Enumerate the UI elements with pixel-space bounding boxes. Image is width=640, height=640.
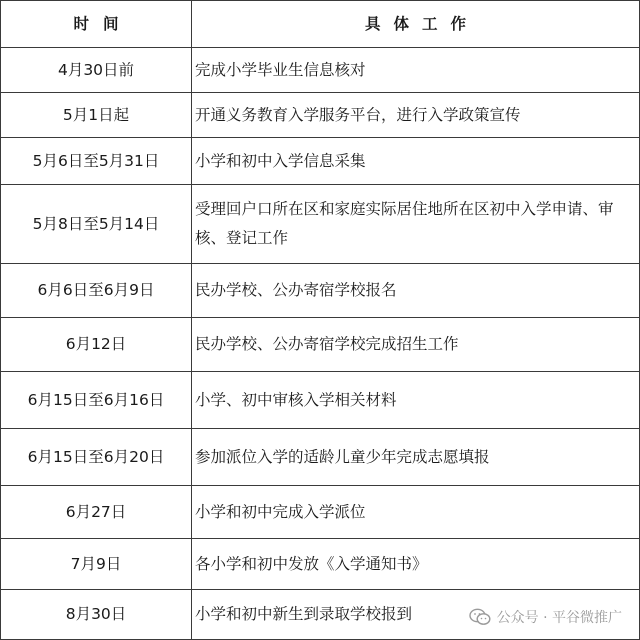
row-time: 8月30日	[1, 590, 192, 640]
header-work: 具体工作	[192, 1, 640, 48]
watermark	[465, 605, 626, 629]
row-time: 5月8日至5月14日	[1, 185, 192, 264]
row-time: 5月1日起	[1, 93, 192, 138]
row-work: 各小学和初中发放《入学通知书》	[192, 539, 640, 590]
row-work: 完成小学毕业生信息核对	[192, 48, 640, 93]
table-row	[1, 138, 640, 185]
row-time: 7月9日	[1, 539, 192, 590]
table-row	[1, 539, 640, 590]
header-time: 时间	[1, 1, 192, 48]
row-time: 6月15日至6月20日	[1, 429, 192, 486]
table-row	[1, 372, 640, 429]
row-time: 6月27日	[1, 486, 192, 539]
row-work: 参加派位入学的适龄儿童少年完成志愿填报	[192, 429, 640, 486]
table-row	[1, 318, 640, 372]
wechat-icon	[469, 608, 491, 626]
table-row	[1, 429, 640, 486]
watermark-text: 公众号 · 平谷微推广	[496, 610, 622, 626]
row-work: 小学、初中审核入学相关材料	[192, 372, 640, 429]
table-row	[1, 185, 640, 264]
row-time: 6月12日	[1, 318, 192, 372]
row-time: 5月6日至5月31日	[1, 138, 192, 185]
row-work: 小学和初中新生到录取学校报到	[192, 590, 640, 640]
row-work: 民办学校、公办寄宿学校完成招生工作	[192, 318, 640, 372]
row-work: 小学和初中入学信息采集	[192, 138, 640, 185]
row-time: 6月15日至6月16日	[1, 372, 192, 429]
row-work: 受理回户口所在区和家庭实际居住地所在区初中入学申请、审核、登记工作	[192, 185, 640, 264]
table-row	[1, 48, 640, 93]
row-work: 开通义务教育入学服务平台，进行入学政策宣传	[192, 93, 640, 138]
row-time: 4月30日前	[1, 48, 192, 93]
table-row	[1, 93, 640, 138]
table-row	[1, 264, 640, 318]
row-work: 民办学校、公办寄宿学校报名	[192, 264, 640, 318]
table-header-row	[1, 1, 640, 48]
row-work: 小学和初中完成入学派位	[192, 486, 640, 539]
row-time: 6月6日至6月9日	[1, 264, 192, 318]
table-row	[1, 486, 640, 539]
